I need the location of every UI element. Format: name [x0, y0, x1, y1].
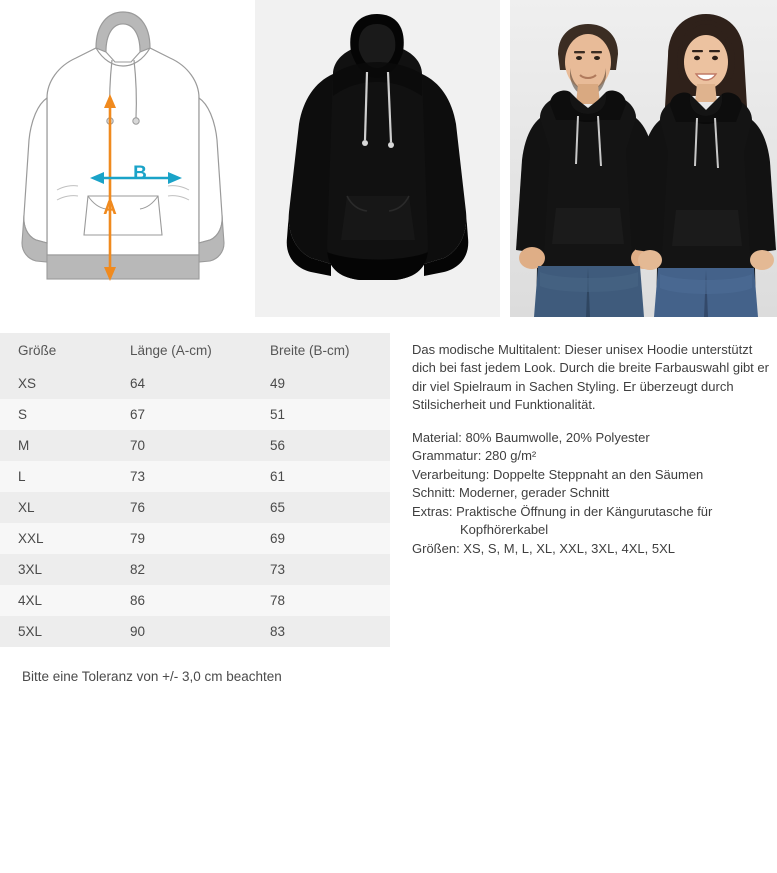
details-row [0, 333, 777, 684]
cell-size: L [0, 461, 108, 492]
table-row [0, 461, 390, 492]
table-header-row [0, 333, 390, 368]
description-intro: Das modische Multitalent: Dieser unisex Hoodie unterstützt dich bei fast jedem Look. Durch die breite Farbauswahl gibt er dir viel Spielraum in Sachen Styling. Er überzeugt durch Stilsicherheit und Funktionalität. [412, 342, 769, 413]
spec-extras: Extras: Praktische Öffnung in der Kängurutasche für [412, 503, 713, 519]
column-header-length: Länge (A-cm) [108, 333, 248, 368]
product-description [390, 333, 770, 684]
cell-length: 64 [108, 368, 248, 399]
spec-extras-continued: Kopfhörerkabel [460, 522, 549, 538]
column-header-width: Breite (B-cm) [248, 333, 390, 368]
cell-size: S [0, 399, 108, 430]
table-row [0, 523, 390, 554]
size-table-wrapper [0, 333, 390, 684]
cell-length: 86 [108, 585, 248, 616]
cell-size: 3XL [0, 554, 108, 585]
table-row [0, 430, 390, 461]
spec-processing: Verarbeitung: Doppelte Steppnaht an den Säumen [412, 466, 704, 482]
cell-width: 78 [248, 585, 390, 616]
table-row [0, 399, 390, 430]
cell-width: 61 [248, 461, 390, 492]
technical-drawing-card [0, 0, 245, 317]
cell-width: 69 [248, 523, 390, 554]
table-row [0, 492, 390, 523]
svg-text:B: B [133, 163, 147, 184]
table-row [0, 368, 390, 399]
black-hoodie-photo [255, 0, 500, 317]
table-row [0, 616, 390, 647]
tolerance-note: Bitte eine Toleranz von +/- 3,0 cm beachten [22, 669, 282, 684]
spec-material: Material: 80% Baumwolle, 20% Polyester [412, 429, 650, 445]
models-wearing-hoodies-photo [510, 0, 777, 317]
image-gallery-row [0, 0, 777, 317]
spec-sizes: Größen: XS, S, M, L, XL, XXL, 3XL, 4XL, 5XL [412, 540, 676, 556]
technical-hoodie-svg [0, 0, 245, 317]
cell-size: XL [0, 492, 108, 523]
cell-width: 51 [248, 399, 390, 430]
spec-cut: Schnitt: Moderner, gerader Schnitt [412, 485, 610, 501]
cell-size: M [0, 430, 108, 461]
cell-length: 90 [108, 616, 248, 647]
cell-width: 49 [248, 368, 390, 399]
cell-length: 76 [108, 492, 248, 523]
cell-width: 73 [248, 554, 390, 585]
column-header-size: Größe [0, 333, 108, 368]
cell-size: 5XL [0, 616, 108, 647]
cell-size: 4XL [0, 585, 108, 616]
table-row [0, 585, 390, 616]
size-table [0, 333, 390, 647]
spec-weight: Grammatur: 280 g/m² [412, 448, 537, 464]
product-photo-card [255, 0, 500, 317]
table-row [0, 554, 390, 585]
cell-length: 70 [108, 430, 248, 461]
cell-size: XS [0, 368, 108, 399]
cell-size: XXL [0, 523, 108, 554]
models-photo-card [510, 0, 777, 317]
svg-text:A: A [103, 198, 117, 219]
cell-width: 83 [248, 616, 390, 647]
cell-length: 67 [108, 399, 248, 430]
cell-length: 73 [108, 461, 248, 492]
cell-length: 79 [108, 523, 248, 554]
cell-width: 65 [248, 492, 390, 523]
cell-length: 82 [108, 554, 248, 585]
cell-width: 56 [248, 430, 390, 461]
